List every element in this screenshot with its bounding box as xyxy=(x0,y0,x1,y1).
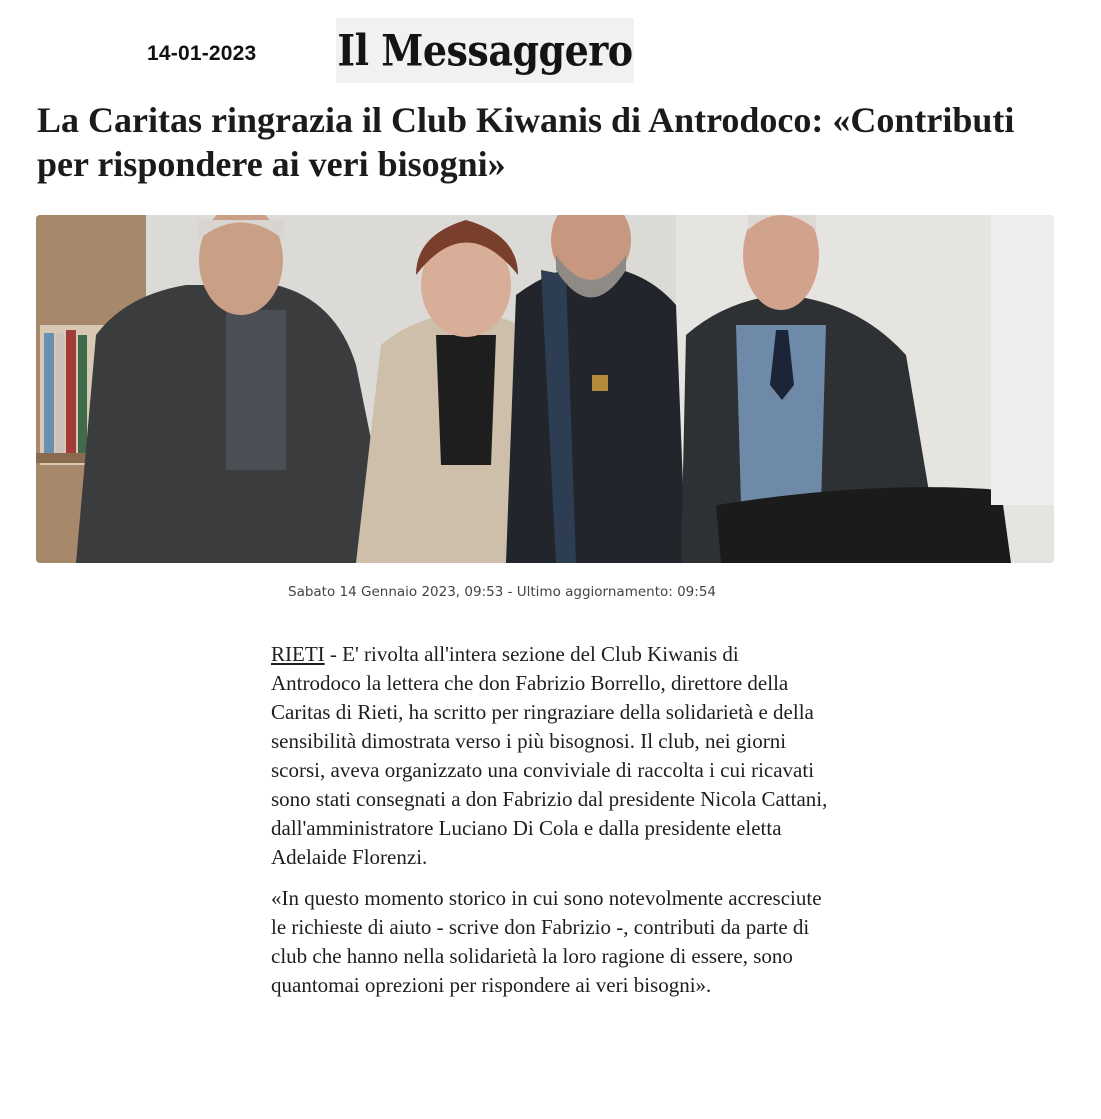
clipping-date: 14-01-2023 xyxy=(147,42,257,65)
article-quote: «In questo momento storico in cui sono notevolmente accresciute le richieste di aiuto - scrive don Fabrizio -, contributi da parte di club che hanno nella solidarietà la loro ragione di essere, sono quantomai oprezioni per rispondere ai veri bisogni». xyxy=(271,886,822,997)
article-body xyxy=(271,640,831,1012)
article-headline: La Caritas ringrazia il Club Kiwanis di Antrodoco: «Contributi per rispondere ai veri bisogni» xyxy=(37,100,1015,184)
photo-illustration xyxy=(36,215,1054,563)
lead-text: - E' rivolta all'intera sezione del Club Kiwanis di Antrodoco la lettera che don Fabrizio Borrello, direttore della Caritas di Rieti, ha scritto per ringraziare della solidarietà e della sensibilità dimostrata verso i più bisognosi. Il club, nei giorni scorsi, aveva organizzato una conviviale di raccolta i cui ricavati sono stati consegnati a don Fabrizio dal presidente Nicola Cattani, dall'amministratore Luciano Di Cola e dalla presidente eletta Adelaide Florenzi. xyxy=(271,642,828,869)
article-photo xyxy=(36,215,1054,563)
newspaper-logo xyxy=(336,18,634,83)
article-byline: Sabato 14 Gennaio 2023, 09:53 - Ultimo aggiornamento: 09:54 xyxy=(288,584,716,600)
masthead-text: Il Messaggero xyxy=(337,25,633,76)
article-paragraph xyxy=(271,640,831,872)
city-link[interactable]: RIETI xyxy=(271,642,325,666)
